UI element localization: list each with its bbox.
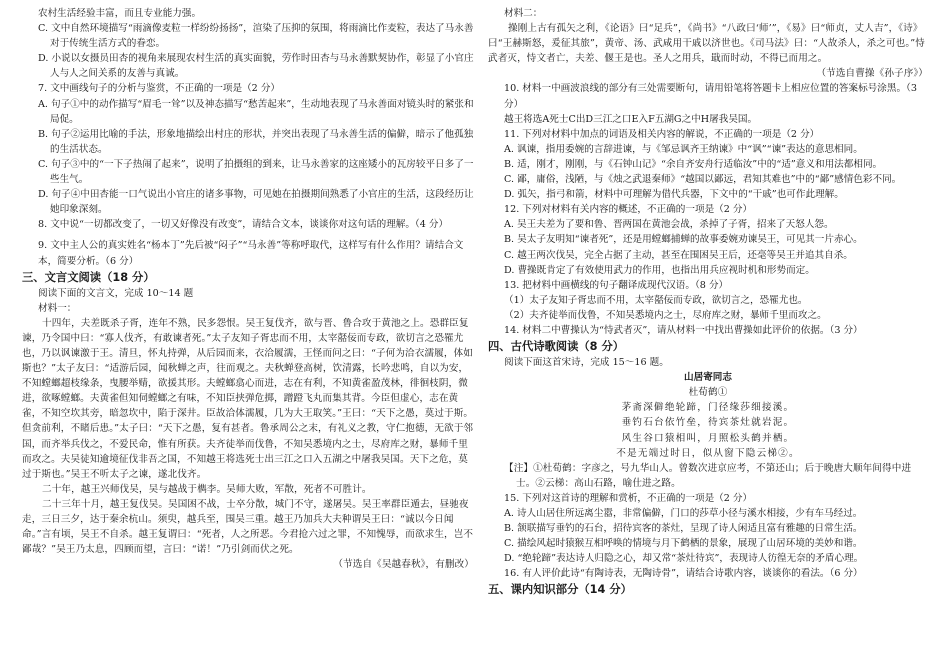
left-paragraph: 9. 文中主人公的真实姓名“杨本丁”先后被“闷子”“马永善”等称呼取代，这样写有什么作用？请结合文本，简要分析。（6 分） (38, 240, 464, 267)
left-paragraph: 农村生活经验丰富，而且专业能力强。 (38, 8, 202, 19)
right-paragraph: 14. 材料二中曹操认为“恃武者灭”，请从材料一中找出曹操如此评价的依据。（3 分） (504, 324, 863, 336)
right-paragraph: 山居寄同志 (684, 372, 732, 384)
right-paragraph: 15. 下列对这首诗的理解和赏析，不正确的一项是（2 分） (504, 492, 753, 504)
right-paragraph: 四、古代诗歌阅读（8 分） (488, 340, 625, 354)
right-paragraph: A. 诗人山居住所远离尘嚣，非常偏僻，门口的莎草小径与溪水相接，少有车马经过。 (504, 508, 863, 519)
right-paragraph: 12. 下列对材料有关内容的概述，不正确的一项是（2 分） (504, 204, 753, 216)
right-paragraph: 【注】①杜荀鹤：字彦之，号九华山人。曾数次进京应考，不第还山；后于晚唐大顺年间得中进士。②云梯：高山石路，喻仕进之路。 (504, 462, 912, 489)
right-paragraph: 茅斋深僻绝轮蹄，门径缘莎细接溪。 (621, 402, 795, 414)
right-paragraph: C. 鄙，庸俗，浅陋，与《烛之武退秦师》“越国以鄙远，君知其难也”中的“鄙”感情色彩不同。 (504, 174, 902, 186)
right-paragraph: 13. 把材料中画横线的句子翻译成现代汉语。（8 分） (504, 279, 729, 291)
right-paragraph: A. 讽谏，指用委婉的言辞进谏，与《邹忌讽齐王纳谏》中“讽”“谏”表达的意思相同。 (504, 143, 863, 155)
right-paragraph: B. 吴太子友明知“谏者死”，还是用螳螂捕蝉的故事委婉劝谏吴王，可见其一片赤心。 (504, 234, 863, 246)
left-paragraph: B. 句子②运用比喻的手法，形象地描绘出村庄的形状，并突出表现了马永善生活的偏僻，暗示了他孤独的生活状态。 (38, 128, 474, 155)
right-paragraph: 操刚上古有孤矢之利，《论语》曰“足兵”，《尚书》“八政曰‘师’”，《易》曰“师贞，丈人吉”，《诗》曰“王赫斯怒，爰征其旅”，黄帝、汤、武咸用干戚以济世也。《司马法》曰：“人故杀人，杀之可也。”恃武者灭，恃文者亡，夫差、偃王是也。圣人之用兵，戢而时动，不得已而用之。 (488, 23, 925, 65)
right-paragraph: D. 弧矢，指弓和箭，材料中可理解为借代兵器，下文中的“干戚”也可作此理解。 (504, 189, 844, 201)
right-paragraph: 五、课内知识部分（14 分） (488, 583, 632, 597)
right-paragraph: 阅读下面这首宋诗，完成 15～16 题。 (504, 357, 669, 369)
left-paragraph: 阅读下面的文言文，完成 10～14 题 (38, 287, 194, 299)
left-paragraph: （节选自《吴越春秋》，有删改） (333, 559, 474, 571)
left-paragraph: 二十年，越王兴师伐吴，吴与越战于檇李。吴师大败，军散，死者不可胜计。 (42, 483, 372, 495)
right-paragraph: 11. 下列对材料中加点的词语及相关内容的解说，不正确的一项是（2 分） (504, 128, 820, 140)
left-paragraph: A. 句子①中的动作描写“眉毛一耸”以及神态描写“愁苦起来”，生动地表现了马永善面对镜头时的紧张和局促。 (38, 98, 474, 125)
right-paragraph: （2）夫齐徒举而伐鲁，不知吴悉境内之士，尽府库之财，暴师千里而攻之。 (504, 309, 827, 321)
left-paragraph: 7. 文中画线句子的分析与鉴赏，不正确的一项是（2 分） (38, 83, 281, 95)
right-paragraph: 16. 有人评价此诗“有陶诗表，无陶诗骨”，请结合诗歌内容，谈谈你的看法。（6 分） (504, 568, 863, 580)
left-paragraph: C. 句子③中的“一下子热闹了起来”，说明了拍摄组的到来，让马永善家的这座矮小的瓦房较平日多了一些生气。 (38, 158, 474, 186)
right-paragraph: D. “绝轮蹄”表达诗人归隐之心，却又常“茶灶待宾”，表现诗人彷徨无奈的矛盾心理。 (504, 553, 864, 565)
right-paragraph: （节选自曹操《孙子序》） (816, 68, 928, 80)
right-paragraph: 垂钓石台依竹垒，待宾茶灶就岩泥。 (621, 417, 795, 429)
right-paragraph: D. 曹操既肯定了有效使用武力的作用，也指出用兵应视时机和形势而定。 (504, 264, 815, 276)
right-paragraph: 不是无端过时日，似从窗下隐云梯②。 (616, 447, 800, 459)
right-paragraph: 10. 材料一中画波浪线的部分有三处需要断句，请用铅笔将答题卡上相应位置的答案标号涂黑。（3 分） (504, 83, 917, 110)
left-paragraph: C. 文中自然环境描写“雨滴像麦粒一样纷纷扬扬”，渲染了压抑的氛围，将雨滴比作麦粒，表达了马永善对于传统生活方式的眷恋。 (38, 23, 474, 50)
right-paragraph: 越王将选A死士C出D三江之口E入F五湖G之中H屠我吴国。 (504, 113, 758, 125)
right-paragraph: C. 越王两次伐吴，完全占据了主动，甚至在围困吴王后，还毫等吴王并追其自杀。 (504, 249, 853, 261)
right-paragraph: B. 适，刚才，刚刚，与《石钟山记》“余自齐安舟行适临汝”中的“适”意义和用法都相同。 (504, 158, 883, 170)
left-paragraph: D. 句子④中田杏能一口气说出小官庄的诸多事物，可见她在拍摄期间熟悉了小官庄的生活，这段经历让她印象深刻。 (38, 189, 474, 216)
right-paragraph: C. 描绘风起时猿猴互相呼唤的情境与月下鹤栖的景象，展现了山居环境的美妙和谐。 (504, 538, 863, 550)
right-paragraph: 杜荀鹤① (688, 387, 728, 399)
right-paragraph: （1）太子友知子胥忠而不用，太宰嚭佞而专政，欲切言之，恐罹尤也。 (504, 294, 808, 306)
left-paragraph: 十四年，夫差既杀子胥，连年不熟，民多怨恨。吴王复伐齐，欲与晋、鲁合攻于黄池之上。恐群臣复谏，乃令国中曰：“寡人伐齐，有敢谏者死。”太子友知子胥忠而不用，太宰嚭佞而专政，欲切言之恐罹尤也，乃以讽谏激于王。清旦，怀丸持弹，从后园而来，衣洽履濡，王怪而问之曰：“子何为洽衣濡履，体如斯也？”太子友曰：“适游后园，闻秋蝉之声，往而观之。夫秋蝉登高树，饮清露，长吟悲鸣，自以为安，不知螳螂超枝缘条，曳腰举䞍，欲援其形。夫螳螂翕心而进，志在有利，不知黄雀盈茂林，徘徊枝阴，微进，欲啄螳螂。夫黄雀但知伺螳螂之有味，不知臣挟弹危掷，蹭蹬飞丸而集其背。今臣但虚心，志在黄雀，不知空坎其旁，暗忽坎中，陷于深井。臣故洽体濡履，几为大王取笑。”王曰：“天下之愚，莫过于斯。但贪前利，不睹后患。”太子曰：“天下之愚，复有甚者。鲁承周公之末，有礼义之教，守仁抱德，无欲于邻国，而齐举兵伐之，不爱民命，惟有所获。夫齐徒举而伐鲁，不知吴悉境内之士，尽府库之财，暴师千里而攻之。夫吴徒知逾境征伐非吾之国，不知越王将选死士出三江之口入五湖之中屠我吴国。天下之危，莫过于斯也。”吴王不听太子之谏，遂北伐齐。 (22, 317, 474, 480)
left-paragraph: 三、文言文阅读（18 分） (22, 270, 155, 284)
left-paragraph: 二十三年十月，越王复伐吴。吴国困不战，士卒分散，城门不守，遂屠吴。吴王率群臣遁去，昼驰夜走，三日三夕，达于秦余杭山。须臾，越兵至，围吴三重。越王乃加兵大夫种谓吴王曰：“诚以今日闻命。”言有顷，吴王不自杀。越王复谓曰：“死者，人之所恶。今君抢六过之罪，不知愧辱，而欲求生，岂不鄙哉？”吴王乃太息，四顾而望，言曰：“诺！”乃引剑而伏之死。 (22, 498, 474, 556)
left-paragraph: 8. 文中说“一切都改变了，一切又好像没有改变”，请结合文本，谈谈你对这句话的理解。（4 分） (38, 219, 449, 231)
right-paragraph: 风生谷口猿相叫，月照松头鹤并栖。 (621, 432, 795, 444)
right-paragraph: A. 吴王夫差为了要和鲁、晋两国在黄池会战，杀掉了子胥，招来了天怒人怨。 (504, 219, 834, 231)
right-column (488, 6, 928, 598)
left-column (22, 6, 474, 572)
right-paragraph: 材料二： (504, 8, 543, 19)
left-paragraph: D. 小说以女摄员田杏的视角来展现农村生活的真实面貌，劳作时田杏与马永善默契协作，彰显了小官庄人与人之间关系的友善与真诚。 (38, 53, 474, 80)
left-paragraph: 材料一： (38, 302, 77, 314)
right-paragraph: B. 颔联描写垂钓的石台，招待宾客的茶灶，呈现了诗人闲适且富有雅趣的日常生活。 (504, 523, 863, 535)
